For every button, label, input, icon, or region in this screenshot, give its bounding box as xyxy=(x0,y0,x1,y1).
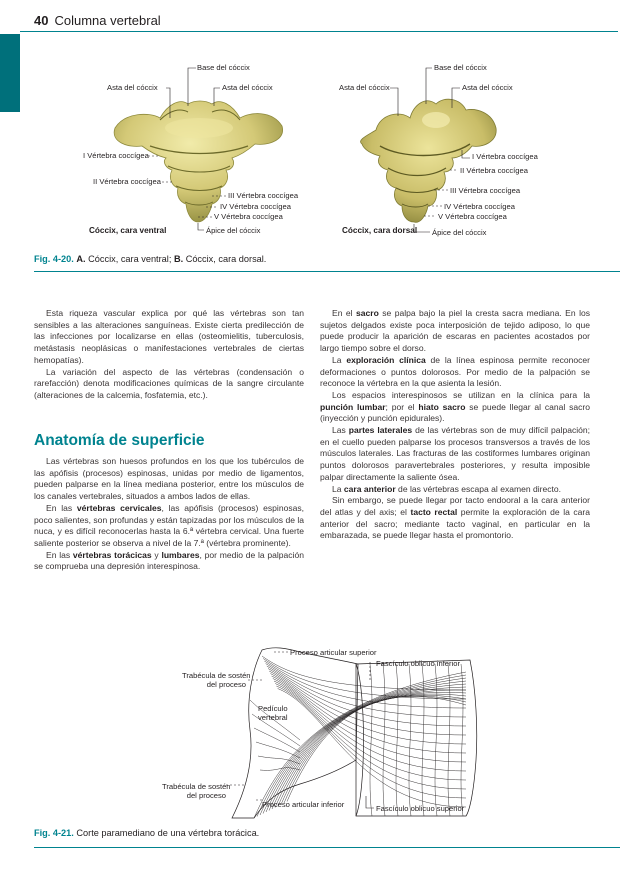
text: , por medio de la palpación se comprueba una depresión interespinosa. xyxy=(34,549,304,572)
caption-a-text: Cóccix, cara ventral; xyxy=(88,254,172,264)
trabecula-line xyxy=(287,696,466,801)
text: de la línea espinosa permite reconocer deformaciones o puntos dolorosos. Por medio de la palpación se reconoce la vértebra en la que asienta la lesión. xyxy=(320,354,590,389)
caption-b-text: Cóccix, cara dorsal. xyxy=(185,254,267,264)
paragraph: Esta riqueza vascular explica por qué las vértebras son tan sensibles a las alteraciones sanguíneas. Existe cierta predilección de las infecciones por localizarse en ellas (osteomielitis, tuberculosis, metástasis neoplásicas o manifestaciones vertebrales de ciertas hemopatías). xyxy=(34,308,304,365)
figure-number: Fig. 4-20. xyxy=(34,254,74,264)
text: se palpa bajo la piel la cresta sacra mediana. En los sujetos delgados existe poca interposición de tejido adiposo, lo que puede producir la aparición de escaras en pacientes acostados por largo tiempo sobre el dorso. xyxy=(320,308,590,354)
page-number: 40 xyxy=(34,13,49,28)
trabecula-line xyxy=(275,684,466,790)
bold-term: vértebras torácicas xyxy=(72,549,152,560)
text: y xyxy=(151,549,162,560)
caption-rule xyxy=(34,847,620,848)
text: Trabécula de sostén xyxy=(182,671,251,680)
text: Sin embargo, se puede llegar por tacto endooral a la cara anterior del atlas y del axis; el xyxy=(320,495,590,517)
label-view-ventral: Cóccix, cara ventral xyxy=(89,226,167,235)
text: Trabécula de sostén xyxy=(162,782,231,791)
running-title: Columna vertebral xyxy=(54,13,161,28)
text: permite la exploración de la cara anterior del sacro; mediante tacto vaginal, en particular en la embarazada, se puede llegar hasta el promontorio. xyxy=(320,506,590,541)
text: , las apófisis (procesos) espinosas, poco salientes, son profundas y están tapizadas por los músculos de la nuca, y es difícil reconocerlas hasta la 6.ª vértebra cervical. Una fuerte saliente posterior se observa a nivel de la 7.ª (vértebra prominente). xyxy=(34,502,304,548)
caption-text: Corte paramediano de una vértebra torácica. xyxy=(76,828,260,838)
label-apex-dorsal: Ápice del cóccix xyxy=(432,228,487,237)
label-apex-ventral: Ápice del cóccix xyxy=(206,226,261,235)
trabecula-line xyxy=(396,664,398,816)
bold-term: lumbares xyxy=(161,549,200,560)
text: Pedículo xyxy=(258,704,288,713)
trabecula-line xyxy=(264,661,466,708)
bold-term: sacro xyxy=(355,308,379,318)
caption-a: A. xyxy=(76,254,86,264)
label-v5-ventral: V Vértebra coccígea xyxy=(214,212,283,221)
label-v3-ventral: III Vértebra coccígea xyxy=(228,191,299,200)
label-v3-dorsal: III Vértebra coccígea xyxy=(450,186,521,195)
text: del proceso xyxy=(186,791,226,800)
label-v2-dorsal: II Vértebra coccígea xyxy=(460,166,528,175)
trabecula-line xyxy=(260,768,300,771)
trabecula-line xyxy=(383,664,385,816)
bold-term: punción lumbar xyxy=(320,401,386,412)
text: vertebral xyxy=(258,713,288,722)
label-v1-ventral: I Vértebra coccígea xyxy=(83,151,149,160)
bold-term: tacto rectal xyxy=(410,506,458,517)
label-fasciculo-inf: Fascículo oblicuo inferior xyxy=(376,659,460,668)
label-asta-right-ventral: Asta del cóccix xyxy=(222,83,273,92)
bold-term: vértebras cervicales xyxy=(76,502,162,513)
label-base-ventral: Base del cóccix xyxy=(197,63,250,72)
label-proceso-inf: Proceso articular inferior xyxy=(262,800,345,809)
text: se puede llegar al canal sacro (inyección y punción epidurales). xyxy=(320,401,590,424)
text: La xyxy=(332,483,344,494)
bold-term: partes laterales xyxy=(348,425,413,436)
text: ; por el xyxy=(385,401,419,412)
label-v2-ventral: II Vértebra coccígea xyxy=(93,177,161,186)
text: de las vértebras escapa al examen directo. xyxy=(395,483,562,494)
label-asta-left-ventral: Asta del cóccix xyxy=(107,83,158,92)
label-view-dorsal: Cóccix, cara dorsal xyxy=(342,226,418,235)
label-asta-left-dorsal: Asta del cóccix xyxy=(339,83,390,92)
text: Los espacios interespinosos se utilizan en la clínica para la xyxy=(332,389,590,400)
label-proceso-sup: Proceso articular superior xyxy=(290,648,377,657)
bold-term: cara anterior xyxy=(343,483,396,494)
section-heading: Anatomía de superficie xyxy=(34,432,205,449)
trabecula-line xyxy=(448,664,450,816)
label-v4-dorsal: IV Vértebra coccígea xyxy=(444,202,515,211)
bold-term: exploración clínica xyxy=(346,354,426,365)
figure-caption-4-21 xyxy=(34,828,259,838)
label-v1-dorsal: I Vértebra coccígea xyxy=(472,152,538,161)
trabecula-line xyxy=(256,742,300,758)
paragraph: La variación del aspecto de las vértebras (condensación o rarefacción) denota modificaciones químicas de la sangre circulante (alteraciones de la calcemia, fosfatemia, etc.). xyxy=(34,366,304,400)
label-trabecula-top xyxy=(182,671,251,689)
trabecula-line xyxy=(461,664,463,816)
bold-term: hiato sacro xyxy=(418,401,466,412)
paragraph: Las vértebras son huesos profundos en los que los tubérculos de las apófisis (procesos) espinosas, unidas por medio de ligamentos, pueden palparse en la línea mediana posterior, entre los músculos de los canales vertebrales, situados a ambos lados de ellas. xyxy=(34,456,304,502)
label-base-dorsal: Base del cóccix xyxy=(434,63,487,72)
caption-b: B. xyxy=(173,254,184,264)
text: En las xyxy=(46,549,73,560)
text: La xyxy=(332,354,347,365)
text: de las vértebras son de muy difícil palpación; en el cuello pueden palparse los procesos transversos a través de los músculos laterales. Las fracturas de las costiformes lumbares originan puntos dolorosos paravertebrales posteriores, y resulta imposible palpar directamente la saliente ósea. xyxy=(320,425,591,482)
label-trabecula-bottom xyxy=(162,782,231,800)
label-pediculo xyxy=(258,704,288,722)
label-fasciculo-sup: Fascículo oblicuo superior xyxy=(376,804,465,813)
label-v5-dorsal: V Vértebra coccígea xyxy=(438,212,507,221)
text: En las xyxy=(46,502,77,513)
text: Las xyxy=(332,425,349,436)
text: del proceso xyxy=(206,680,246,689)
label-v4-ventral: IV Vértebra coccígea xyxy=(220,202,291,211)
figure-number: Fig. 4-21. xyxy=(34,828,74,838)
label-asta-right-dorsal: Asta del cóccix xyxy=(462,83,513,92)
text: En el xyxy=(332,308,356,318)
